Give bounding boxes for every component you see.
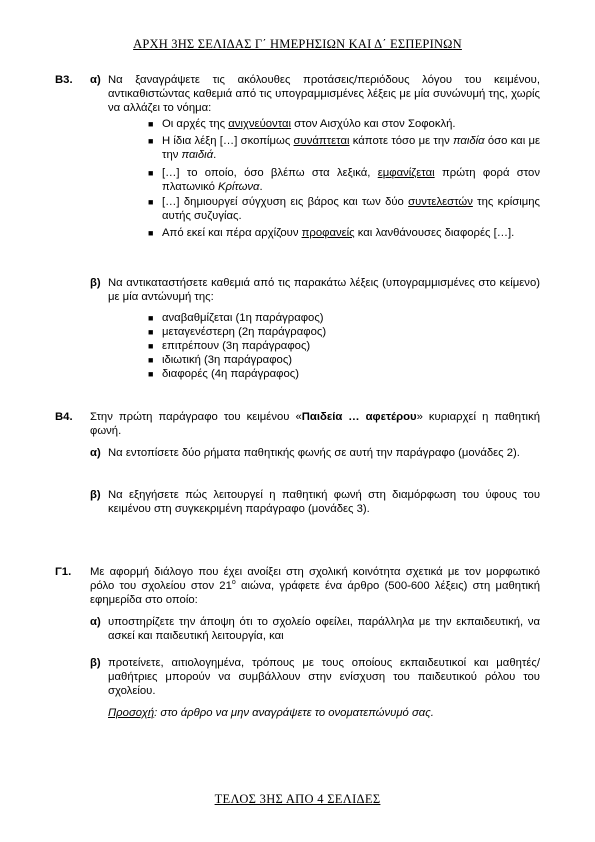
question-text: Με αφορμή διάλογο που έχει ανοίξει στη σχολική κοινότητα σχετικά με τον μορφωτικό ρόλο του σχολείου στον $21^o$ αιώνα, γράφετε ένα άρθρο (500-600 λέξεις) στη μαθητική εφημερίδα στο οποίο: [90, 566, 540, 606]
question-text: Να ξαναγράψετε τις ακόλουθες προτάσεις/περιόδους λόγου του κειμένου, αντικαθιστώντας καθεμιά από τις υπογραμμισμένες λέξεις με μία συνώνυμή της, χωρίς να αλλάζει το νόημα: [108, 74, 540, 114]
list-item: […] το οποίο, όσο βλέπω στα λεξικά, εμφανίζεται πρώτη φορά στον πλατωνικό Κρίτωνα. [162, 167, 540, 193]
question-text: Στην πρώτη παράγραφο του κειμένου «Παιδεία … αφετέρου» κυριαρχεί η παθητική φωνή. [90, 411, 540, 437]
list-item: μεταγενέστερη (2η παράγραφος) [162, 326, 327, 338]
list-item: διαφορές (4η παράγραφος) [162, 368, 299, 380]
list-item: αναβαθμίζεται (1η παράγραφος) [162, 312, 324, 324]
subquestion-label: α) [90, 616, 101, 628]
list-item: Η ίδια λέξη […] σκοπίμως συνάπτεται κάποτε τόσο με την παιδία όσο και με την παιδιά. [162, 135, 540, 161]
list-item: Οι αρχές της ανιχνεύονται στον Αισχύλο και στον Σοφοκλή. [162, 118, 456, 130]
question-number: Γ1. [55, 566, 72, 578]
list-item: […] δημιουργεί σύγχυση εις βάρος και των δύο συντελεστών της κρίσιμης αυτής συζυγίας. [162, 196, 540, 222]
question-text: υποστηρίζετε την άποψη ότι το σχολείο οφείλει, παράλληλα με την εκπαιδευτική, να ασκεί και παιδευτική λειτουργία, και [108, 616, 540, 642]
subquestion-label: β) [90, 489, 101, 501]
subquestion-label: α) [90, 74, 101, 86]
list-item: ιδιωτική (3η παράγραφος) [162, 354, 293, 366]
list-item: επιτρέπουν (3η παράγραφος) [162, 340, 311, 352]
page-header: ΑΡΧΗ 3ΗΣ ΣΕΛΙΔΑΣ Γ΄ ΗΜΕΡΗΣΙΩΝ ΚΑΙ Δ΄ ΕΣΠΕΡΙΝΩΝ [133, 37, 462, 51]
subquestion-label: β) [90, 277, 101, 289]
subquestion-label: α) [90, 447, 101, 459]
question-text: Να αντικαταστήσετε καθεμιά από τις παρακάτω λέξεις (υπογραμμισμένες στο κείμενο) με μία αντώνυμή της: [108, 277, 540, 303]
question-text: Να εξηγήσετε πώς λειτουργεί η παθητική φωνή στη διαμόρφωση του ύφους του κειμένου στη συγκεκριμένη παράγραφο (μονάδες 3). [108, 489, 540, 515]
note: Προσοχή: στο άρθρο να μην αναγράψετε το ονοματεπώνυμό σας. [108, 707, 434, 719]
question-text: Να εντοπίσετε δύο ρήματα παθητικής φωνής σε αυτή την παράγραφο (μονάδες 2). [108, 447, 520, 459]
list-item: Από εκεί και πέρα αρχίζουν προφανείς και λανθάνουσες διαφορές […]. [162, 227, 515, 239]
question-number: Β3. [55, 74, 73, 86]
question-text: προτείνετε, αιτιολογημένα, τρόπους με τους οποίους εκπαιδευτικοί και μαθητές/μαθήτριες μπορούν να συμβάλλουν στην ενίσχυση του παιδευτικού ρόλου του σχολείου. [108, 657, 540, 697]
subquestion-label: β) [90, 657, 101, 669]
question-number: Β4. [55, 411, 73, 423]
page-footer: ΤΕΛΟΣ 3ΗΣ ΑΠΟ 4 ΣΕΛΙΔΕΣ [214, 792, 381, 806]
